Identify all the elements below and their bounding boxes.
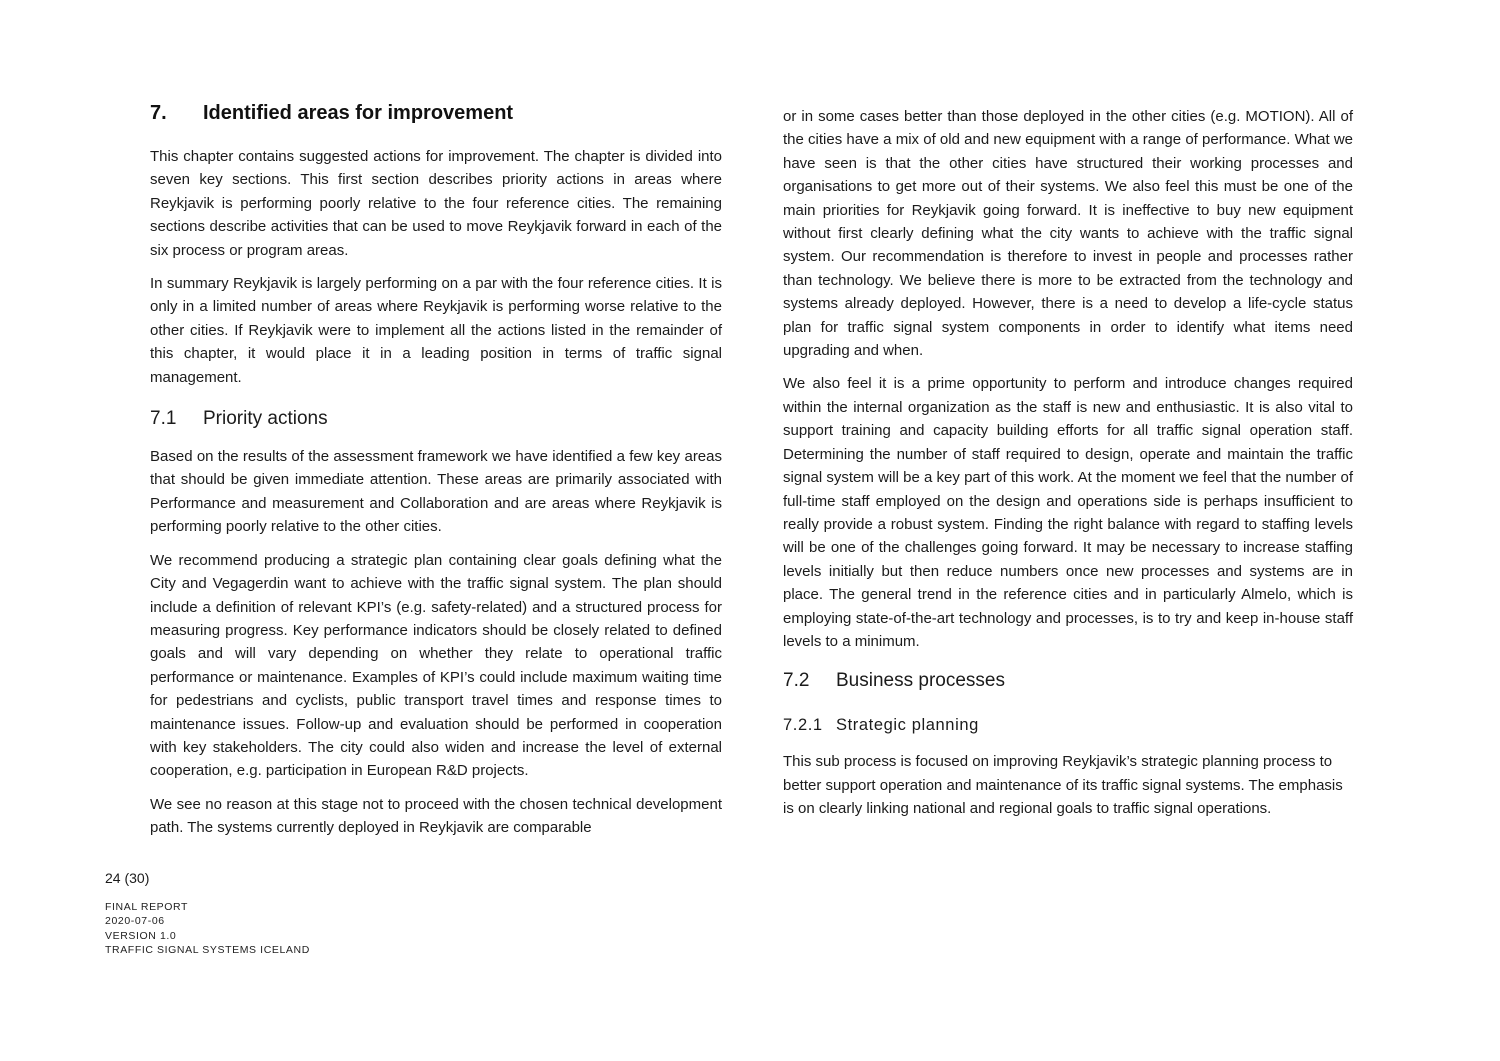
paragraph-continuation: or in some cases better than those deployed in the other cities (e.g. MOTION). All of the cities have a mix of old and new equipment with a range of performance. What we have seen is that the other cities have structured their working processes and organisations to get more out of their systems. We also feel this must be one of the main priorities for Reykjavik going forward. It is ineffective to buy new equipment without first clearly defining what the city wants to achieve with the traffic signal system. Our recommendation is therefore to invest in people and processes rather than technology. We believe there is more to be extracted from the technology and systems already deployed. However, there is a need to develop a life-cycle status plan for traffic signal system components in order to identify what items need upgrading and when. [783,108,1353,360]
section-7-1-heading [150,407,722,431]
right-column [783,105,1353,831]
chapter-title: Identified areas for improvement [203,102,514,124]
paragraph-chapter-intro: This chapter contains suggested actions for improvement. The chapter is divided into seven key sections. This first section describes priority actions in areas where Reykjavik is performing poorly relative to the four reference cities. The remaining sections describe activities that can be used to move Reykjavik forward in each of the six process or program areas. [150,148,722,259]
paragraph-summary: In summary Reykjavik is largely performing on a par with the four reference cities. It is only in a limited number of areas where Reykjavik is performing worse relative to the other cities. If Reykjavik were to implement all the actions listed in the remainder of this chapter, it would place it in a leading position in terms of traffic signal management. [150,275,722,386]
footer-line-project-title: TRAFFIC SIGNAL SYSTEMS ICELAND [105,943,310,956]
paragraph-assessment: Based on the results of the assessment framework we have identified a few key areas that should be given immediate attention. These areas are primarily associated with Performance and measurement and Collaboration and are areas where Reykjavik is performing poorly relative to the other cities. [150,448,722,536]
subsection-7-2-1-heading [783,715,1353,735]
paragraph-strategic-plan: We recommend producing a strategic plan containing clear goals defining what the City and Vegagerdin want to achieve with the traffic signal system. The plan should include a definition of relevant KPI’s (e.g. safety-related) and a structured process for measuring progress. Key performance indicators should be closely related to defined goals and will vary depending on whether they relate to operational traffic performance or maintenance. Examples of KPI’s could include maximum waiting time for pedestrians and cyclists, public transport travel times and response times to maintenance issues. Follow-up and evaluation should be performed in cooperation with key stakeholders. The city could also widen and increase the level of external cooperation, e.g. participation in European R&D projects. [150,551,722,780]
subsection-7-2-1-number: 7.2.1 [783,716,823,735]
section-7-2-heading [783,669,1353,693]
footer-line-date: 2020-07-06 [105,915,165,928]
footer-line-version: VERSION 1.0 [105,929,177,942]
section-7-1-number: 7.1 [150,408,177,430]
paragraph-staffing: We also feel it is a prime opportunity to perform and introduce changes required within the internal organization as the staff is new and enthusiastic. It is also vital to support training and capacity building efforts for all traffic signal operation staff. Determining the number of staff required to design, operate and maintain the traffic signal system will be a key part of this work. At the moment we feel that the number of full-time staff employed on the design and operations side is perhaps insufficient to really provide a robust system. Finding the right balance with regard to staffing levels will be one of the challenges going forward. It may be necessary to increase staffing levels initially but then reduce numbers once new processes and systems are in place. The general trend in the reference cities and in particularly Almelo, which is employing state-of-the-art technology and processes, is to try and keep in-house staff levels to a minimum. [783,375,1353,650]
paragraph-strategic-planning: This sub process is focused on improving Reykjavik’s strategic planning process to better support operation and maintenance of its traffic signal systems. The emphasis is on clearly linking national and regional goals to traffic signal operations. [783,753,1343,818]
report-footer [105,900,310,957]
subsection-7-2-1-title: Strategic planning [836,716,979,735]
paragraph-technical-path: We see no reason at this stage not to proceed with the chosen technical development path. The systems currently deployed in Reykjavik are comparable [150,795,722,837]
section-7-2-number: 7.2 [783,670,810,692]
left-column [150,101,722,850]
page-number: 24 (30) [105,870,150,886]
footer-line-report-status: FINAL REPORT [105,901,189,913]
section-7-1-title: Priority actions [203,408,328,430]
section-7-2-title: Business processes [836,670,1005,692]
chapter-heading [150,101,722,125]
chapter-number: 7. [150,102,167,124]
